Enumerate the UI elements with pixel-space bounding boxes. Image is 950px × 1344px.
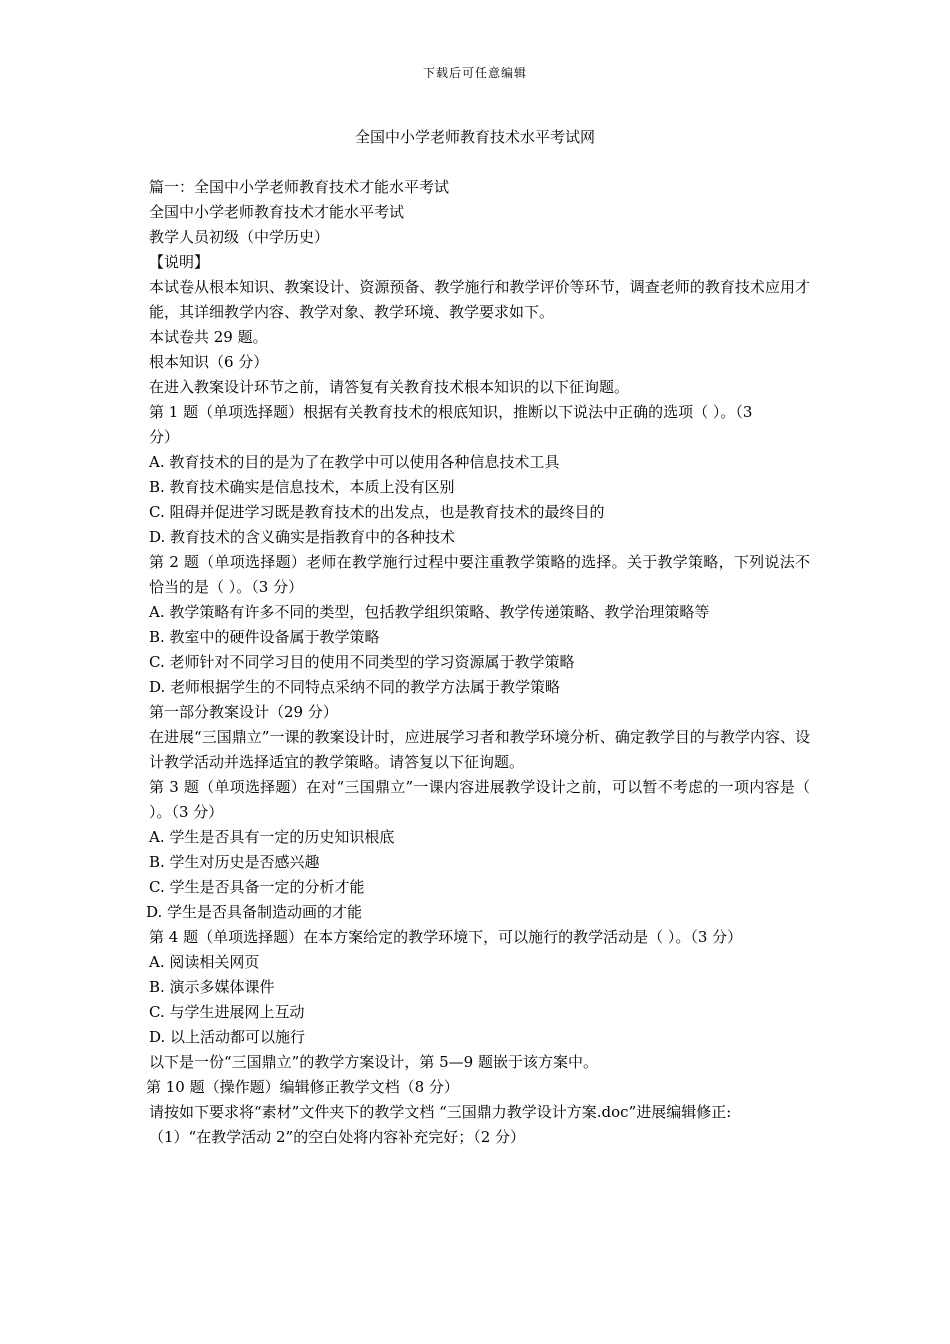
- body-paragraph: 根本知识（6 分）: [149, 353, 269, 371]
- body-paragraph: B. 教育技术确实是信息技术，本质上没有区别: [149, 478, 455, 496]
- body-paragraph: 第 2 题（单项选择题）老师在教学施行过程中要注重教学策略的选择。关于教学策略，下列说法不恰当的是（ ）。（3 分）: [149, 553, 810, 596]
- body-paragraph: A. 学生是否具有一定的历史知识根底: [149, 828, 395, 846]
- body-paragraph: D. 教育技术的含义确实是指教育中的各种技术: [149, 528, 456, 546]
- body-paragraph: A. 阅读相关网页: [149, 953, 260, 971]
- body-paragraph: 篇一：全国中小学老师教育技术才能水平考试: [149, 178, 450, 196]
- body-paragraph: 全国中小学老师教育技术才能水平考试: [149, 203, 405, 221]
- body-paragraph: 分）: [149, 428, 180, 446]
- body-paragraph: 以下是一份“三国鼎立”的教学方案设计，第 5—9 题嵌于该方案中。: [149, 1053, 598, 1071]
- body-paragraph: B. 演示多媒体课件: [149, 978, 275, 996]
- document-title: 全国中小学老师教育技术水平考试网: [354, 128, 595, 146]
- body-paragraph: 第 10 题（操作题）编辑修正教学文档（8 分）: [146, 1078, 459, 1096]
- body-paragraph: C. 老师针对不同学习目的使用不同类型的学习资源属于教学策略: [149, 653, 575, 671]
- body-paragraph: 在进展“三国鼎立”一课的教案设计时，应进展学习者和教学环境分析、确定教学目的与教学内容、设计教学活动并选择适宜的教学策略。请答复以下征询题。: [149, 728, 810, 771]
- body-paragraph: 在进入教案设计环节之前，请答复有关教育技术根本知识的以下征询题。: [149, 378, 630, 396]
- body-paragraph: C. 与学生进展网上互动: [149, 1003, 305, 1021]
- body-paragraph: D. 老师根据学生的不同特点采纳不同的教学方法属于教学策略: [149, 678, 561, 696]
- body-paragraph: 本试卷共 29 题。: [149, 328, 268, 346]
- body-paragraph: 第一部分教案设计（29 分）: [149, 703, 338, 721]
- body-paragraph: 【说明】: [149, 253, 210, 271]
- body-paragraph: 请按如下要求将“素材”文件夹下的教学文档 “三国鼎力教学设计方案.doc”进展编辑修正:: [149, 1103, 732, 1121]
- body-paragraph: 教学人员初级（中学历史）: [149, 228, 330, 246]
- body-paragraph: 第 4 题（单项选择题）在本方案给定的教学环境下，可以施行的教学活动是（ ）。（3 分）: [149, 928, 743, 946]
- body-paragraph: D. 以上活动都可以施行: [149, 1028, 306, 1046]
- body-paragraph: 第 1 题（单项选择题）根据有关教育技术的根底知识，推断以下说法中正确的选项（ ）。（3: [149, 403, 753, 421]
- body-paragraph: 第 3 题（单项选择题）在对“三国鼎立”一课内容进展教学设计之前，可以暂不考虑的一项内容是（ ）。（3 分）: [149, 778, 810, 821]
- document-body: [146, 175, 810, 1150]
- body-paragraph: B. 学生对历史是否感兴趣: [149, 853, 320, 871]
- body-paragraph: A. 教学策略有许多不同的类型，包括教学组织策略、教学传递策略、教学治理策略等: [149, 603, 710, 621]
- body-paragraph: C. 学生是否具备一定的分析才能: [149, 878, 365, 896]
- body-paragraph: A. 教育技术的目的是为了在教学中可以使用各种信息技术工具: [149, 453, 560, 471]
- body-paragraph: B. 教室中的硬件设备属于教学策略: [149, 628, 380, 646]
- body-paragraph: （1）“在教学活动 2”的空白处将内容补充完好；（2 分）: [149, 1128, 526, 1146]
- body-paragraph: 本试卷从根本知识、教案设计、资源预备、教学施行和教学评价等环节，调查老师的教育技术应用才能，其详细教学内容、教学对象、教学环境、教学要求如下。: [149, 278, 810, 321]
- page-header: 下载后可任意编辑: [422, 66, 527, 80]
- body-paragraph: D. 学生是否具备制造动画的才能: [146, 903, 363, 921]
- body-paragraph: C. 阻碍并促进学习既是教育技术的出发点，也是教育技术的最终目的: [149, 503, 605, 521]
